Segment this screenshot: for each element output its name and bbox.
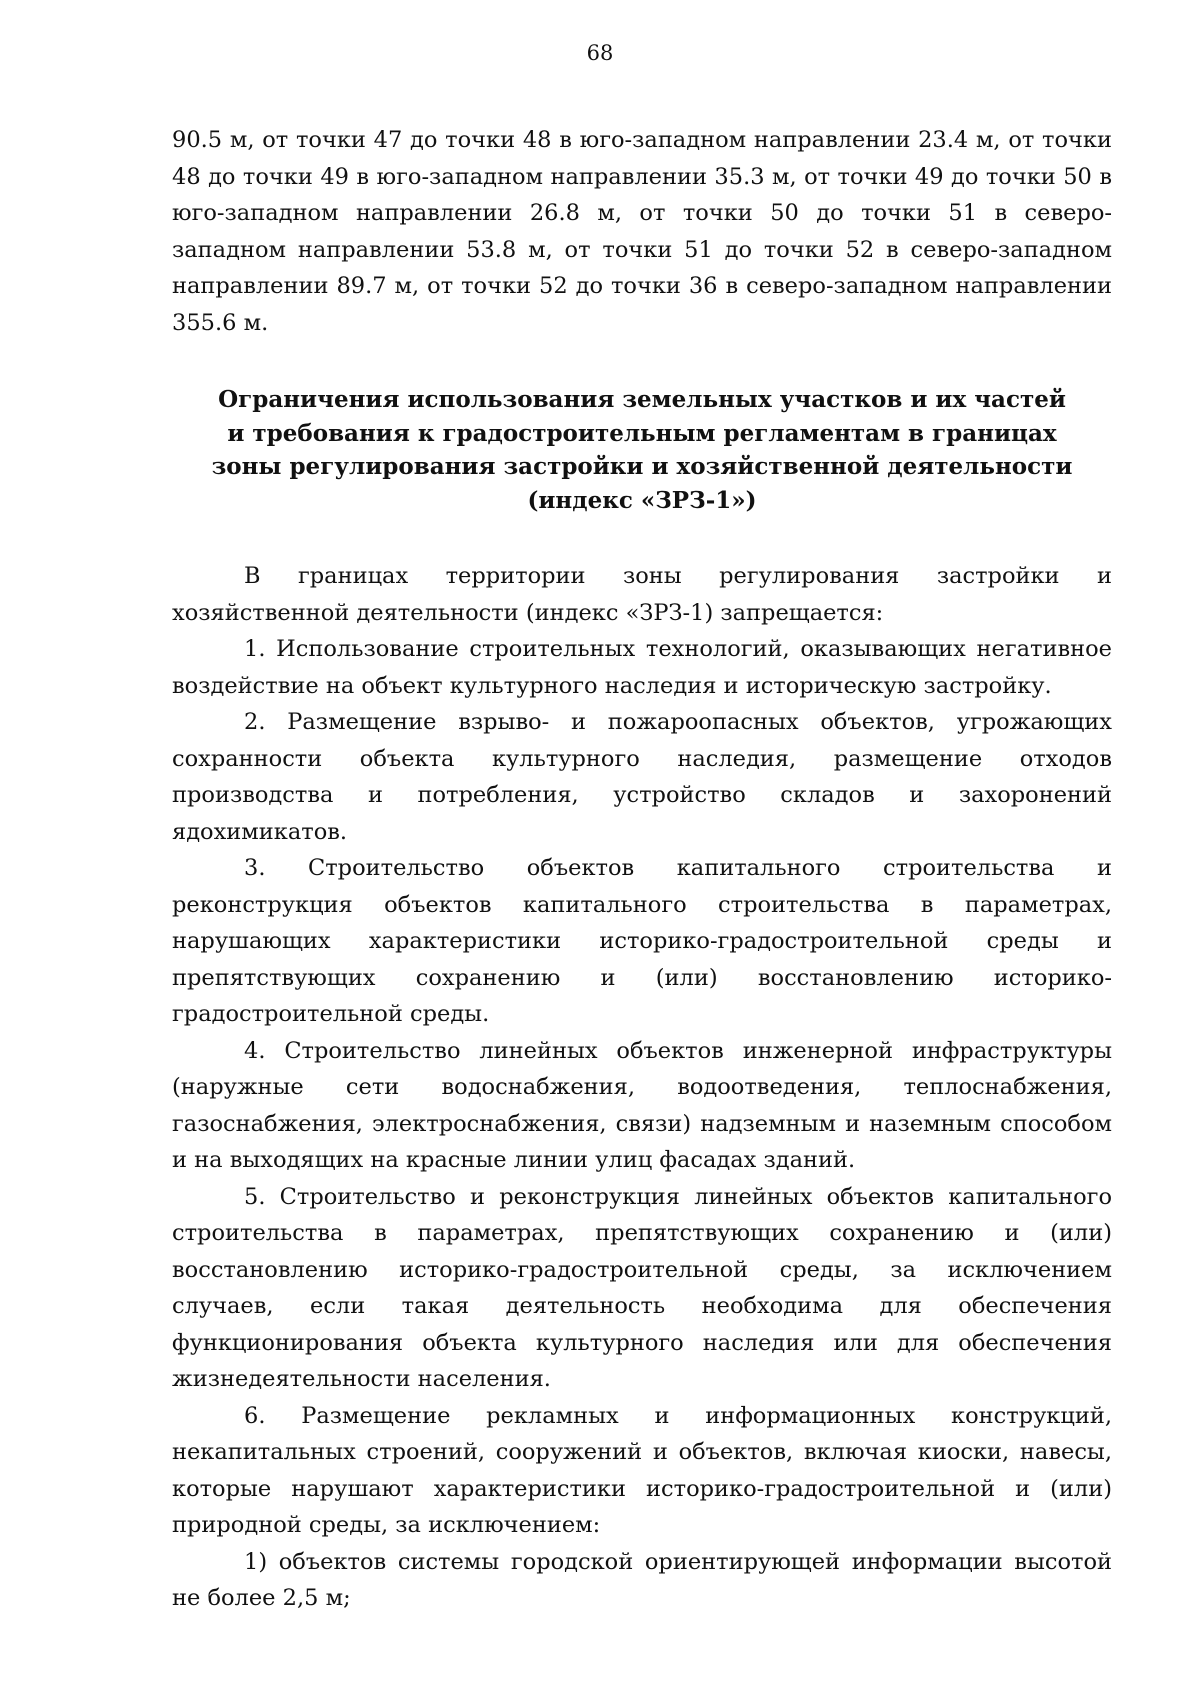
list-item: 4. Строительство линейных объектов инженерной инфраструктуры (наружные сети водоснабжения, водоотведения, теплоснабжения, газоснабжения, электроснабжения, связи) надземным и наземным способом и на выходящих на красные линии улиц фасадах зданий. [172, 1037, 1112, 1173]
list-item: 2. Размещение взрыво- и пожароопасных объектов, угрожающих сохранности объекта культурного наследия, размещение отходов производства и потребления, устройство складов и захоронений ядохимикатов. [172, 709, 1112, 845]
intro-paragraph: 90.5 м, от точки 47 до точки 48 в юго-западном направлении 23.4 м, от точки 48 до точки 49 в юго-западном направлении 35.3 м, от точки 49 до точки 50 в юго-западном направлении 26.8 м, от точки 50 до точки 51 в северо-западном направлении 53.8 м, от точки 51 до точки 52 в северо-западном направлении 89.7 м, от точки 52 до точки 36 в северо-западном направлении 355.6 м. [172, 127, 1112, 336]
heading-line: и требования к градостроительным регламентам в границах [227, 419, 1057, 447]
list-item: 6. Размещение рекламных и информационных конструкций, некапитальных строений, сооружений и объектов, включая киоски, навесы, которые нарушают характеристики историко-градостроительной и (или) природной среды, за исключением: [172, 1402, 1112, 1538]
heading-line: (индекс «ЗРЗ-1») [527, 486, 757, 514]
heading-line: зоны регулирования застройки и хозяйственной деятельности [211, 453, 1073, 480]
list-item: 1) объектов системы городской ориентирующей информации высотой не более 2,5 м; [172, 1548, 1112, 1611]
list-item: 1. Использование строительных технологий, оказывающих негативное воздействие на объект культурного наследия и историческую застройку. [172, 636, 1112, 699]
section-heading [172, 383, 1112, 517]
list-item: 3. Строительство объектов капитального строительства и реконструкция объектов капитального строительства в параметрах, нарушающих характеристики историко-градостроительной среды и препятствующих сохранению и (или) восстановлению историко- градостроительной среды. [172, 855, 1112, 1027]
lead-paragraph: В границах территории зоны регулирования застройки и хозяйственной деятельности (индекс «ЗРЗ-1) запрещается: [172, 563, 1112, 626]
page-number: 68 [586, 41, 614, 65]
list-item: 5. Строительство и реконструкция линейных объектов капитального строительства в параметрах, препятствующих сохранению и (или) восстановлению историко-градостроительной среды, за исключением случаев, если такая деятельность необходима для обеспечения функционирования объекта культурного наследия или для обеспечения жизнедеятельности населения. [172, 1183, 1112, 1392]
heading-line: Ограничения использования земельных участков и их частей [218, 386, 1066, 413]
document-body [172, 122, 1112, 1617]
